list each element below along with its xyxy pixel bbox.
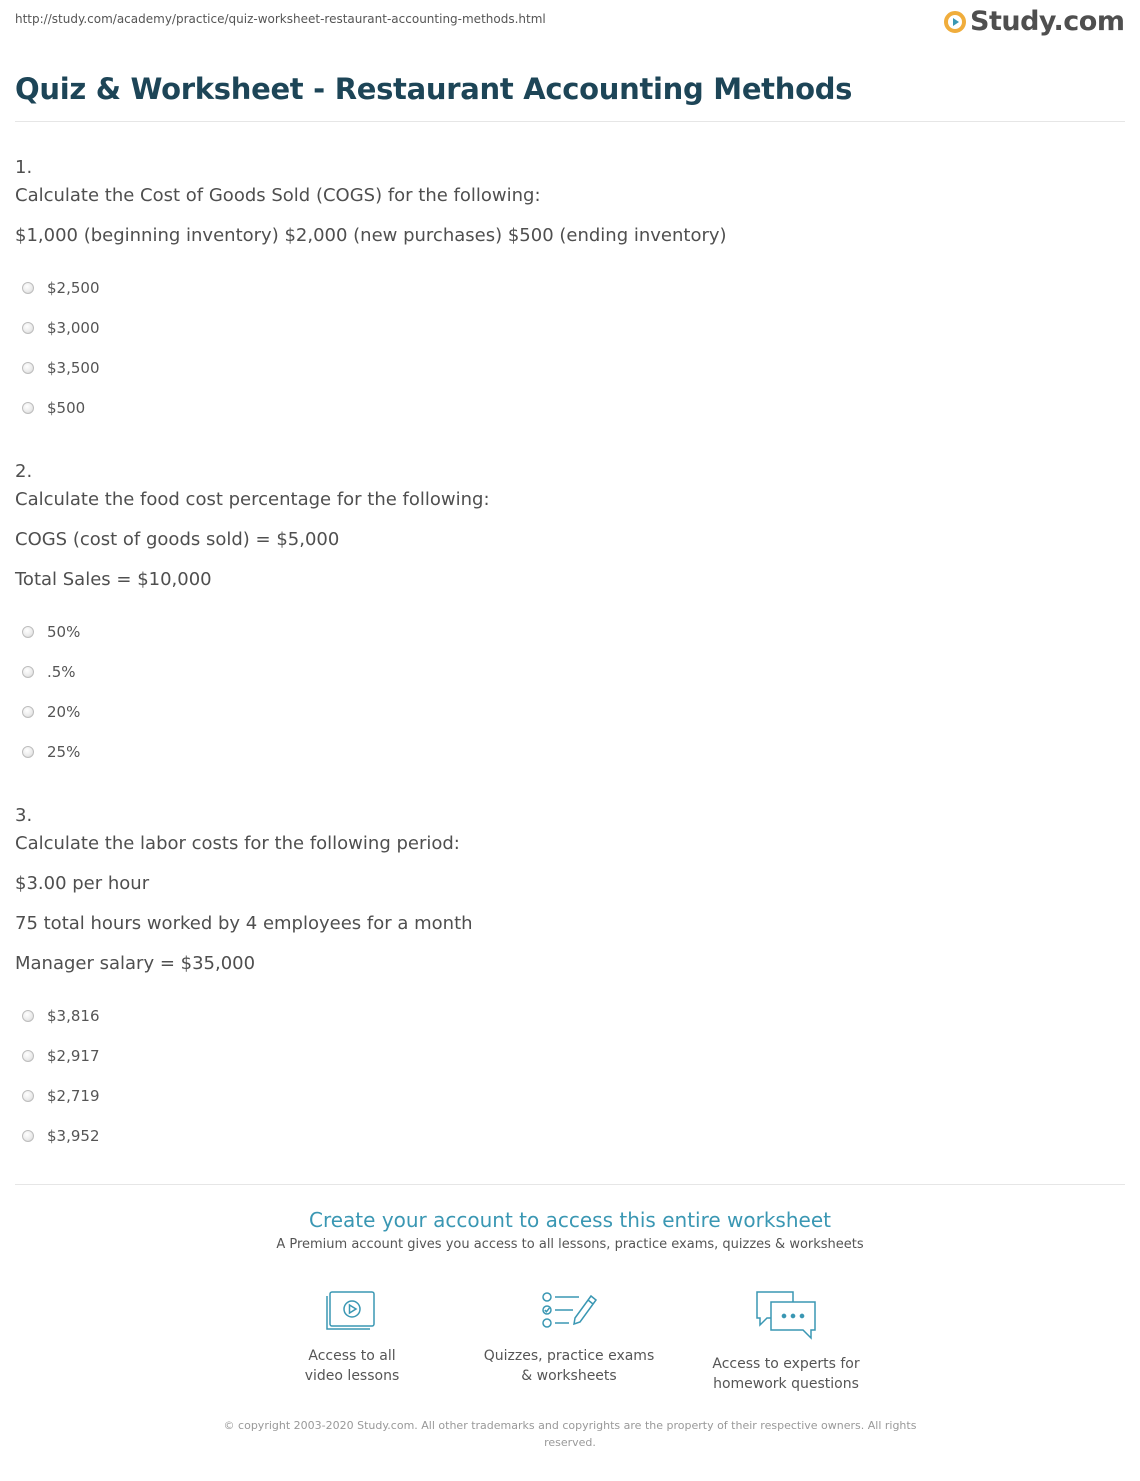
answer-label: 20% — [47, 703, 81, 721]
answer-label: $2,500 — [47, 279, 100, 297]
question-number: 1. — [15, 157, 33, 178]
answer-label: $3,952 — [47, 1127, 100, 1145]
copyright-line: © copyright 2003-2020 Study.com. All other trademarks and copyrights are the property of their respective owners. All rights — [223, 1419, 917, 1432]
quiz-checklist-icon — [539, 1288, 599, 1332]
answer-label: $2,719 — [47, 1087, 100, 1105]
answer-option[interactable] — [22, 1086, 100, 1106]
radio-button[interactable] — [22, 1050, 34, 1062]
feature-label: Access to all — [308, 1348, 396, 1364]
radio-button[interactable] — [22, 1090, 34, 1102]
answer-option[interactable] — [22, 358, 100, 378]
question-text: $1,000 (beginning inventory) $2,000 (new purchases) $500 (ending inventory) — [15, 225, 727, 246]
answer-label: 50% — [47, 623, 81, 641]
answer-label: .5% — [47, 663, 76, 681]
answer-option[interactable] — [22, 622, 80, 642]
radio-button[interactable] — [22, 322, 34, 334]
cta-subtitle: A Premium account gives you access to all lessons, practice exams, quizzes & worksheets — [276, 1237, 864, 1252]
answer-label: 25% — [47, 743, 81, 761]
chat-bubbles-icon — [753, 1288, 819, 1340]
cta-title[interactable]: Create your account to access this entire worksheet — [309, 1208, 831, 1232]
study-logo[interactable] — [943, 8, 1124, 35]
cta-divider — [15, 1184, 1125, 1185]
radio-button[interactable] — [22, 626, 34, 638]
answer-option[interactable] — [22, 662, 76, 682]
answer-option[interactable] — [22, 318, 100, 338]
answer-option[interactable] — [22, 1126, 100, 1146]
answer-option[interactable] — [22, 702, 80, 722]
question-text: Total Sales = $10,000 — [15, 569, 212, 590]
feature-label: video lessons — [304, 1368, 400, 1384]
copyright-line: reserved. — [544, 1436, 596, 1449]
copyright-text — [210, 1417, 930, 1451]
feature-quizzes — [469, 1288, 669, 1386]
answer-option[interactable] — [22, 278, 100, 298]
answer-label: $3,500 — [47, 359, 100, 377]
logo-text: Study.com — [970, 6, 1125, 37]
answer-option[interactable] — [22, 1046, 100, 1066]
question-number: 2. — [15, 461, 33, 482]
radio-button[interactable] — [22, 666, 34, 678]
question-text: Calculate the Cost of Goods Sold (COGS) for the following: — [15, 185, 541, 206]
answer-label: $500 — [47, 399, 86, 417]
answer-label: $3,000 — [47, 319, 100, 337]
radio-button[interactable] — [22, 282, 34, 294]
radio-button[interactable] — [22, 706, 34, 718]
question-text: $3.00 per hour — [15, 873, 150, 894]
feature-label: homework questions — [713, 1376, 859, 1392]
feature-label: Quizzes, practice exams — [483, 1348, 655, 1364]
video-lesson-icon — [324, 1288, 380, 1332]
answer-option[interactable] — [22, 1006, 100, 1026]
answer-option[interactable] — [22, 398, 85, 418]
radio-button[interactable] — [22, 1010, 34, 1022]
answer-option[interactable] — [22, 742, 80, 762]
answer-label: $2,917 — [47, 1047, 100, 1065]
feature-label: Access to experts for — [712, 1356, 860, 1372]
feature-label: & worksheets — [521, 1368, 617, 1384]
feature-experts — [686, 1288, 886, 1394]
question-text: Calculate the food cost percentage for the following: — [15, 489, 490, 510]
radio-button[interactable] — [22, 402, 34, 414]
play-circle-icon — [943, 10, 967, 34]
radio-button[interactable] — [22, 362, 34, 374]
answer-label: $3,816 — [47, 1007, 100, 1025]
question-text: 75 total hours worked by 4 employees for a month — [15, 913, 473, 934]
question-text: COGS (cost of goods sold) = $5,000 — [15, 529, 340, 550]
page-title: Quiz & Worksheet - Restaurant Accounting Methods — [15, 72, 853, 106]
url-bar[interactable]: http://study.com/academy/practice/quiz-worksheet-restaurant-accounting-methods.html — [15, 12, 546, 26]
radio-button[interactable] — [22, 1130, 34, 1142]
radio-button[interactable] — [22, 746, 34, 758]
question-text: Manager salary = $35,000 — [15, 953, 256, 974]
question-text: Calculate the labor costs for the following period: — [15, 833, 460, 854]
feature-video-lessons — [252, 1288, 452, 1386]
question-number: 3. — [15, 805, 33, 826]
title-divider — [15, 121, 1125, 122]
